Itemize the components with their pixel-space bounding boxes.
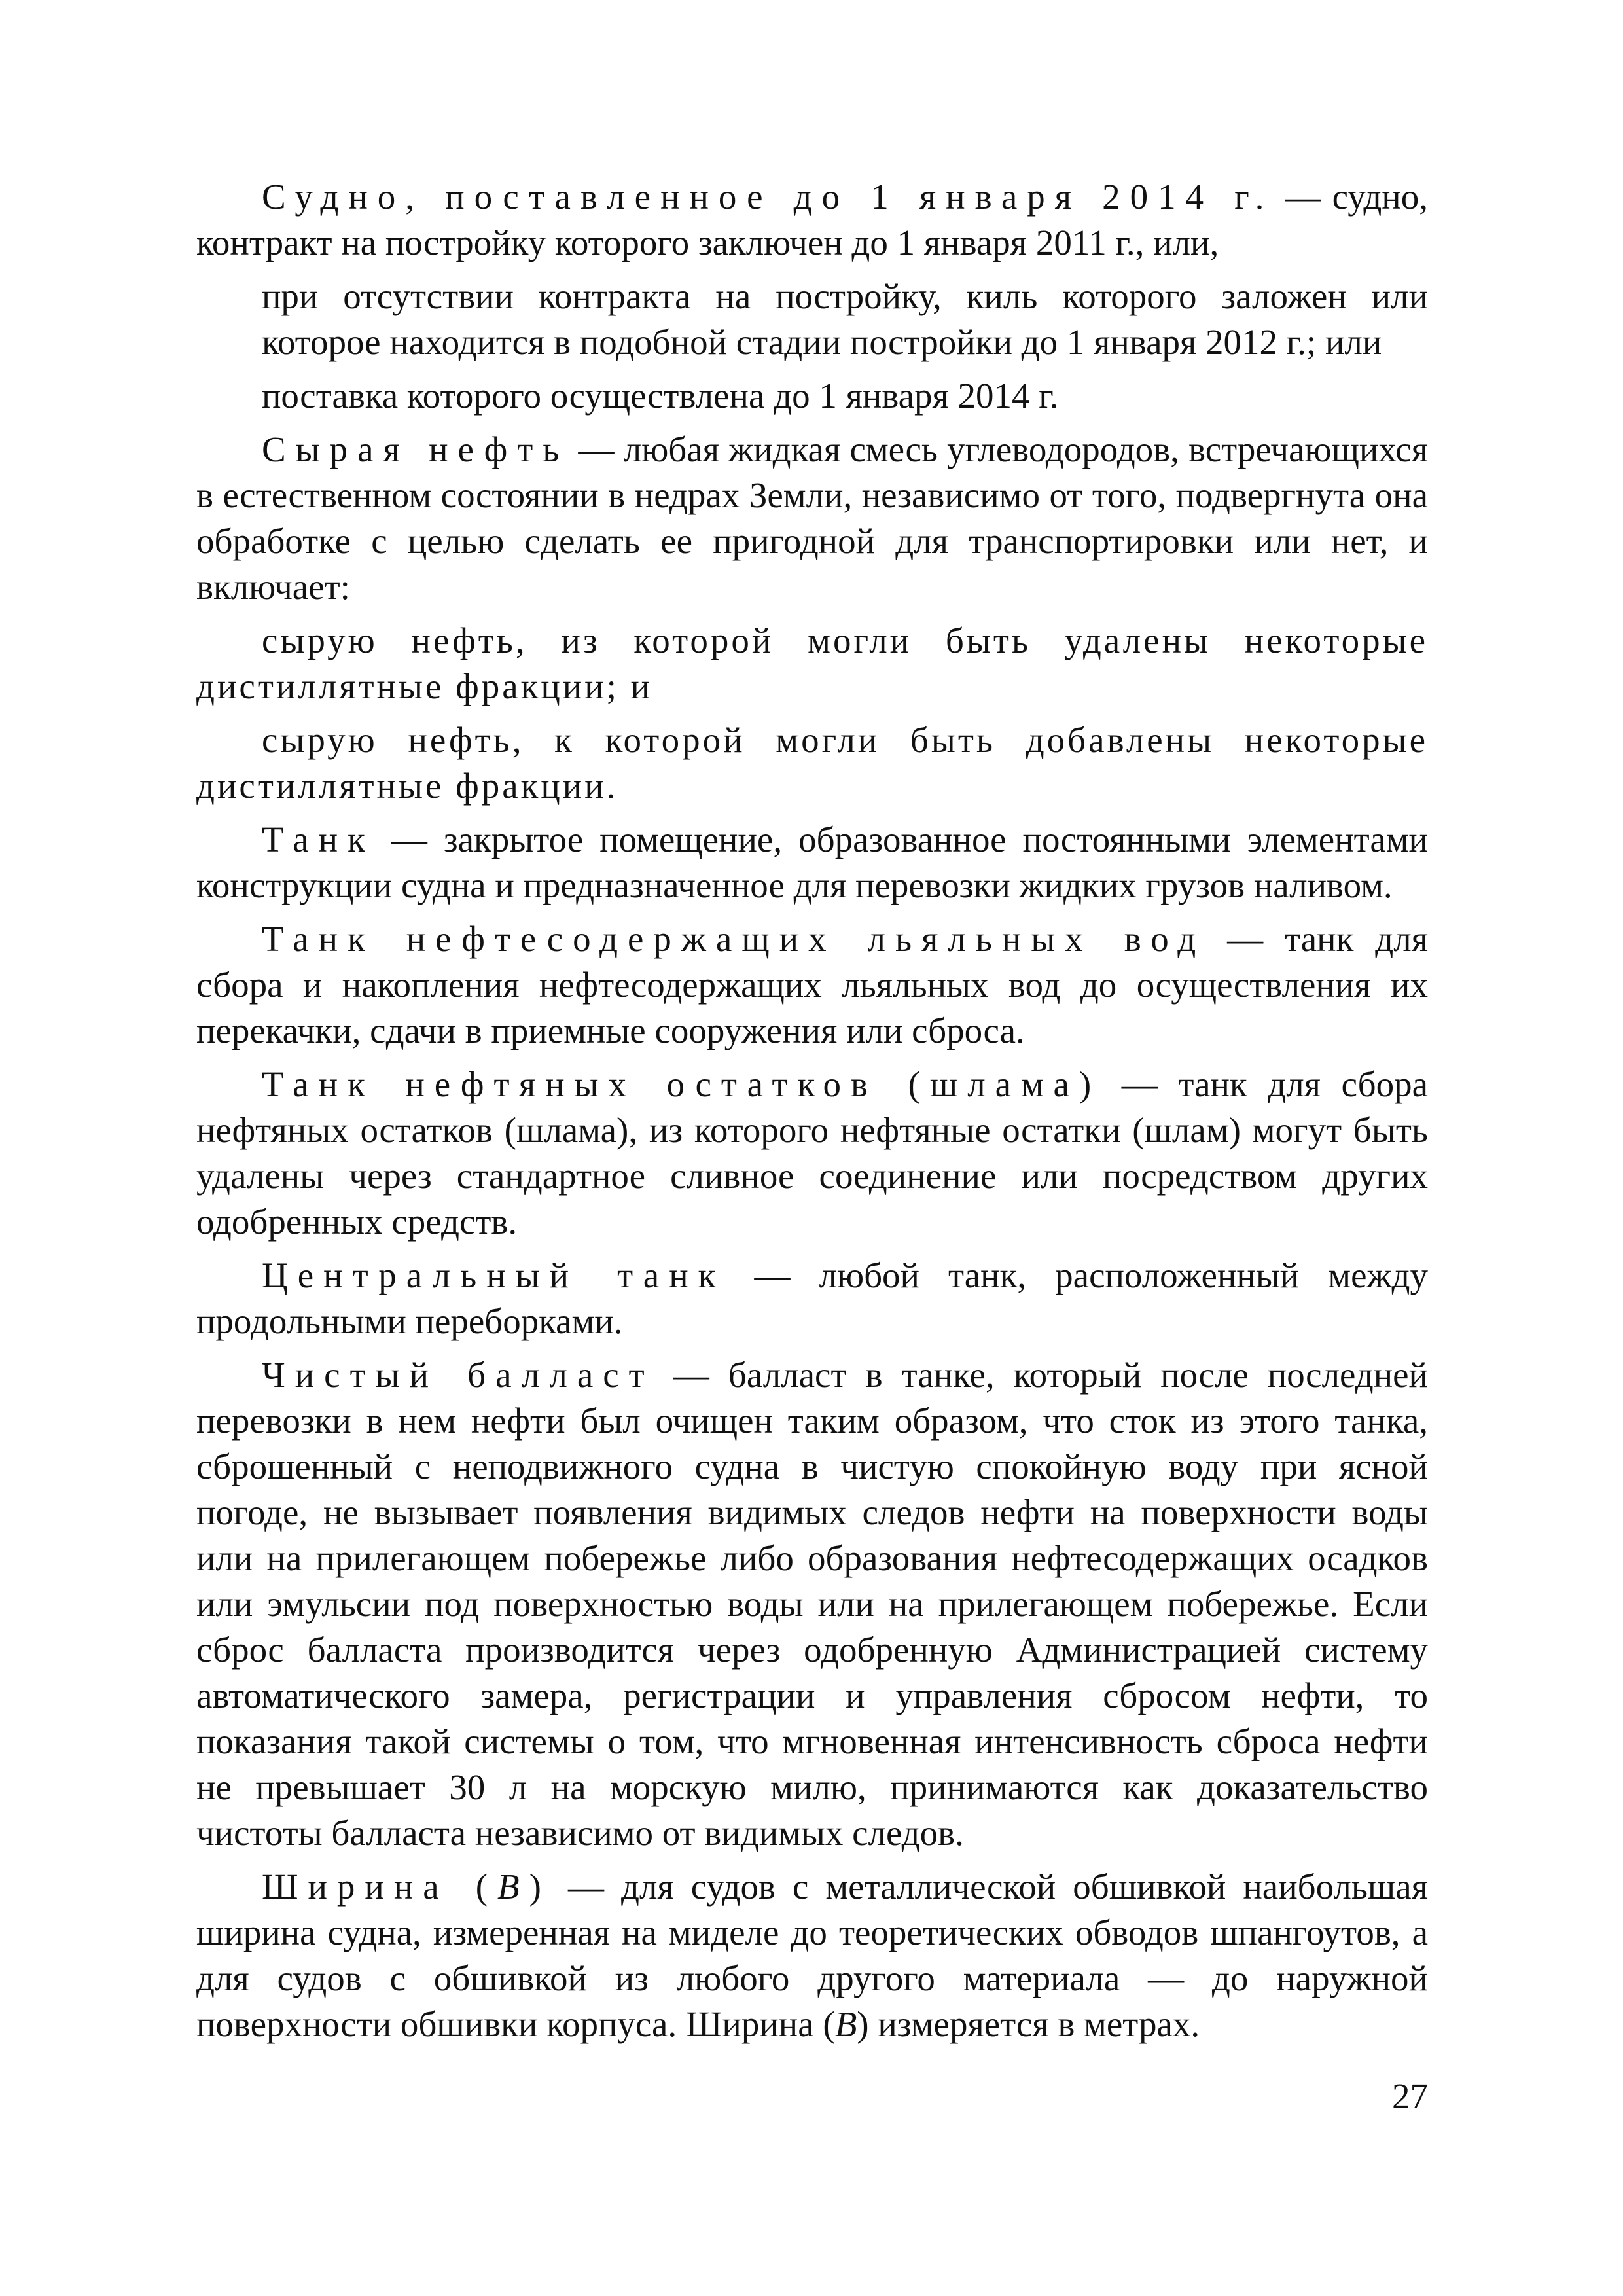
definition-crude-oil — [196, 427, 1428, 610]
page-number: 27 — [1392, 2076, 1428, 2116]
term-symbol: B — [497, 1867, 529, 1907]
definition-breadth — [196, 1864, 1428, 2047]
definition-ship-delivered-before-2014 — [196, 174, 1428, 266]
crude-oil-item-removed-fractions — [196, 618, 1428, 709]
term: Центральный танк — [262, 1255, 726, 1295]
subclause-text: поставка которого осуществлена до 1 января 2014 г. — [262, 376, 1059, 416]
definition-centre-tank — [196, 1253, 1428, 1344]
definition-text: — для судов с металлической обшивкой наибольшая ширина судна, измеренная на миделе до теоретических обводов шпангоутов, а для судов с обшивкой из любого другого материала — до наружной поверхности обшивки корпуса. Ширина ( — [196, 1867, 1428, 2044]
term: Танк — [262, 819, 375, 859]
definition-tank — [196, 817, 1428, 908]
definition-oily-bilge-water-tank — [196, 916, 1428, 1054]
term: Ширина — [262, 1867, 449, 1907]
term: Танк нефтяных остатков (шлама) — [262, 1064, 1101, 1104]
definition-sludge-tank — [196, 1062, 1428, 1245]
term: Судно, поставленное до 1 января 2014 г. — [262, 177, 1274, 217]
document-page — [196, 174, 1428, 2138]
definition-text: — закрытое помещение, образованное постоянными элементами конструкции судна и предназначенное для перевозки жидких грузов наливом. — [196, 819, 1428, 905]
term: Сырая нефть — [262, 429, 569, 469]
definition-text: — любой танк, расположенный между продольными переборками. — [196, 1255, 1428, 1341]
term: Чистый балласт — [262, 1355, 654, 1395]
definition-text-end: ) измеряется в метрах. — [857, 2004, 1200, 2044]
term: Танк нефтесодержащих льяльных вод — [262, 919, 1206, 959]
definition-text: — танк для сбора нефтяных остатков (шлама), из которого нефтяные остатки (шлам) могут быть удалены через стандартное сливное соединение или посредством других одобренных средств. — [196, 1064, 1428, 1242]
definition-clean-ballast — [196, 1352, 1428, 1856]
definition-text: — судно, контракт на постройку которого заключен до 1 января 2011 г., или, — [196, 177, 1428, 262]
list-item-text: сырую нефть, к которой могли быть добавлены некоторые дистиллятные фракции. — [196, 720, 1428, 806]
crude-oil-item-added-fractions — [196, 717, 1428, 809]
definition-text: — балласт в танке, который после последней перевозки в нем нефти был очищен таким образом, что сток из этого танка, сброшенный с неподвижного судна в чистую спокойную воду при ясной погоде, не вызывает появления видимых следов нефти на поверхности воды или на прилегающем побережье либо образования нефтесодержащих осадков или эмульсии под поверхностью воды или на прилегающем побережье. Если сброс балласта производится через одобренную Администрацией систему автоматического замера, регистрации и управления сбросом нефти, то показания такой системы о том, что мгновенная интенсивность сброса нефти не превышает 30 л на морскую милю, принимаются как доказательство чистоты балласта независимо от видимых следов. — [196, 1355, 1428, 1853]
term-paren-close: ) — [529, 1867, 551, 1907]
inline-symbol: B — [834, 2004, 857, 2044]
subclause-text: при отсутствии контракта на постройку, киль которого заложен или которое находится в подобной стадии постройки до 1 января 2012 г.; или — [262, 276, 1428, 362]
definition-text: — танк для сбора и накопления нефтесодержащих льяльных вод до осуществления их перекачки, сдачи в приемные сооружения или сброса. — [196, 919, 1428, 1050]
definition-subclause-delivery — [196, 373, 1428, 419]
term-paren-open: ( — [448, 1867, 498, 1907]
definition-text: — любая жидкая смесь углеводородов, встречающихся в естественном состоянии в недрах Земли, независимо от того, подвергнута она обработке с целью сделать ее пригодной для транспортировки или нет, и включает: — [196, 429, 1428, 607]
definition-subclause-keel-laid — [196, 274, 1428, 365]
list-item-text: сырую нефть, из которой могли быть удалены некоторые дистиллятные фракции; и — [196, 620, 1428, 706]
